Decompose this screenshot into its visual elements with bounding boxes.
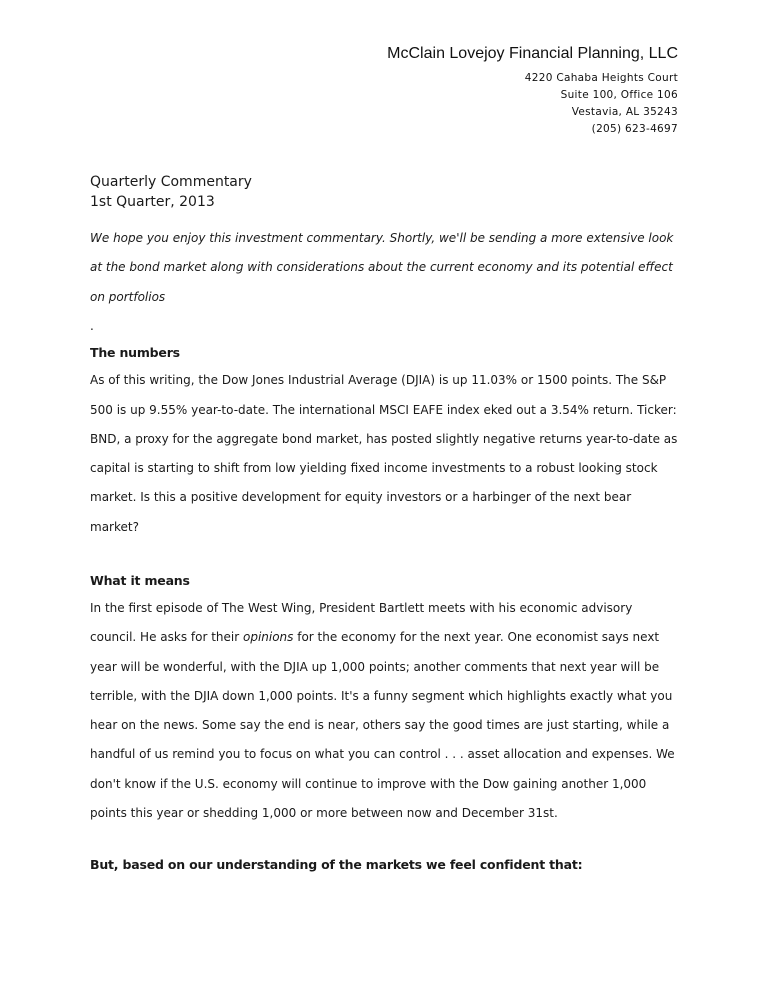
- phone-number: (205) 623-4697: [591, 123, 678, 135]
- paragraph-text-start: In the first episode of The West Wing, President Bartlett meets with his economic advisory council. He asks for their: [90, 601, 633, 645]
- address-line-2: Suite 100, Office 106: [560, 89, 678, 101]
- numbers-heading: The numbers: [90, 345, 180, 361]
- what-it-means-heading: What it means: [90, 573, 190, 588]
- document-subtitle: 1st Quarter, 2013: [90, 194, 215, 210]
- what-it-means-paragraph: [90, 594, 682, 828]
- address-line-1: 4220 Cahaba Heights Court: [524, 72, 678, 84]
- emphasized-word: opinions: [242, 630, 294, 645]
- company-name: McClain Lovejoy Financial Planning, LLC: [387, 45, 678, 62]
- confident-heading: But, based on our understanding of the markets we feel confident that:: [90, 857, 583, 873]
- intro-paragraph: We hope you enjoy this investment commentary. Shortly, we'll be sending a more extensive look at the bond market along with considerations about the current economy and its potential effect on portfolios: [90, 231, 674, 304]
- address-line-3: Vestavia, AL 35243: [571, 106, 678, 118]
- letterhead: [387, 44, 678, 138]
- intro-period: .: [90, 319, 94, 334]
- document-title: Quarterly Commentary: [90, 174, 252, 190]
- document-body: [90, 172, 682, 874]
- numbers-paragraph: As of this writing, the Dow Jones Industrial Average (DJIA) is up 11.03% or 1500 points. The S&P 500 is up 9.55% year-to-date. The international MSCI EAFE index eked out a 3.54% return. Ticker: BND, a proxy for the aggregate bond market, has posted slightly negative returns year-to-date as capital is starting to shift from low yielding fixed income investments to a robust looking stock market. Is this a positive development for equity investors or a harbinger of the next bear market?: [90, 373, 678, 534]
- paragraph-text-end: for the economy for the next year. One economist says next year will be wonderful, with the DJIA up 1,000 points; another comments that next year will be terrible, with the DJIA down 1,000 points. It's a funny segment which highlights exactly what you hear on the news. Some say the end is near, others say the good times are just starting, while a handful of us remind you to focus on what you can control . . . asset allocation and expenses. We don't know if the U.S. economy will continue to improve with the Dow gaining another 1,000 points this year or shedding 1,000 or more between now and December 31st.: [90, 630, 675, 821]
